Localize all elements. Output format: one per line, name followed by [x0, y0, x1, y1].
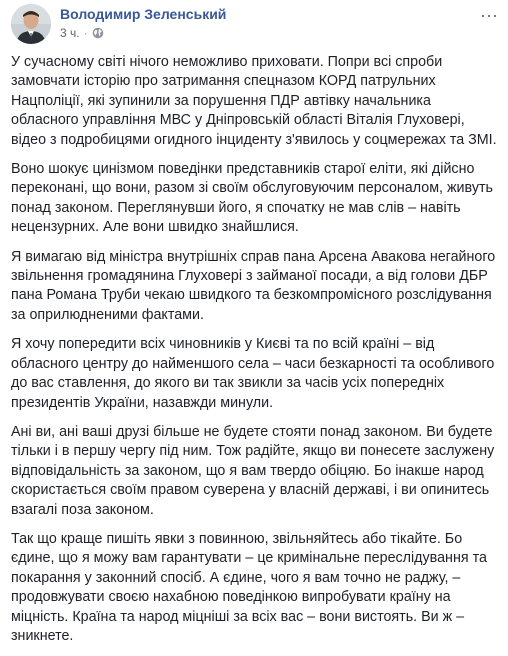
more-options-icon[interactable]: ··· — [480, 5, 498, 25]
globe-icon[interactable] — [92, 27, 104, 39]
post-paragraph: Я вимагаю від міністра внутрішніх справ пана Арсена Авакова негайного звільнення громадянина Глуховері з займаної посади, а від голови ДБР пана Романа Труби чекаю швидкого та безкомпромісного розслідування за оприлюдненими фактами. — [11, 248, 496, 323]
author-avatar[interactable] — [11, 4, 51, 44]
post-paragraph: Я хочу попередити всіх чиновників у Києві та по всій країні – від обласного центру до найменшого села – часи безкарності та особливого до вас ставлення, до якого ви так звикли за часів усіх попередніх президентів України, назавжди минули. — [11, 336, 495, 411]
post-meta — [60, 26, 104, 40]
post-body — [11, 53, 498, 656]
post-header — [11, 4, 500, 46]
post-timestamp[interactable]: 3 ч. — [60, 26, 80, 40]
post-paragraph: Так що краще пишіть явки з повинною, звільняйтесь або тікайте. Бо єдине, що я можу вам гарантувати – це кримінальне переслідування та покарання у законний спосіб. А єдине, чого я вам точно не раджу, – продовжувати своєю нахабною поведінкою випробувати країну на міцність. Країна та народ міцніші за всіх вас – вони вистоять. Ви ж – зникнете. — [11, 530, 487, 644]
post-paragraph: У сучасному світі нічого неможливо приховати. Попри всі спроби замовчати історію про затримання спецназом КОРД патрульних Нацполіції, які зупинили за порушення ПДР автівку начальника обласного управління МВС у Дніпровській області Віталія Глуховері, відео з подробицями огидного інциденту з'явилось у соцмережах та ЗМІ. — [11, 54, 497, 148]
post-paragraph: Ані ви, ані ваші друзі більше не будете стояти понад законом. Ви будете тільки і в першу чергу під ним. Тож радійте, якщо ви понесете заслужену відповідальність за законом, що я вам твердо обіцяю. Бо інакше народ скористається своїм правом суверена у власній державі, і ви опинитесь взагалі поза законом. — [11, 423, 495, 518]
author-name[interactable]: Володимир Зеленський — [60, 6, 227, 22]
meta-separator: · — [83, 26, 88, 40]
post-paragraph: Воно шокує цинізмом поведінки представників старої еліти, які дійсно переконані, що вони, разом зі своїм обслуговуючим персоналом, живуть понад законом. Переглянувши його, я спочатку не мав слів – навіть нецензурних. Але вони швидко знайшлися. — [11, 161, 493, 236]
